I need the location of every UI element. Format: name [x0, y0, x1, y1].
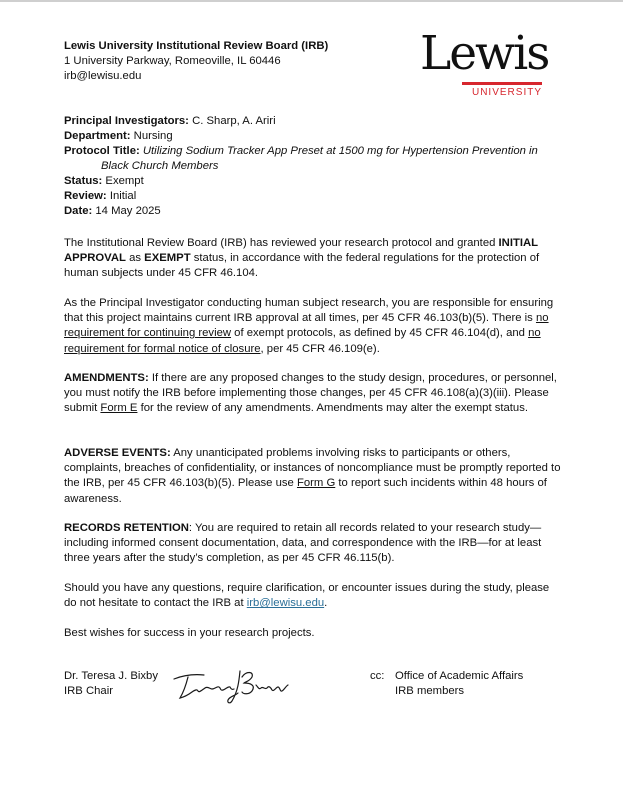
review-value: Initial	[106, 190, 137, 202]
review-row	[64, 189, 564, 204]
pi-label: Principal Investigators:	[64, 115, 189, 127]
top-divider	[0, 0, 623, 2]
form-e-link[interactable]: Form E	[100, 402, 138, 415]
logo-subtitle: UNIVERSITY	[471, 87, 542, 98]
responsibility-paragraph: As the Principal Investigator conducting human subject research, you are responsible for ensuring that this project maintains current IRB approval at all times, per 45 CFR 46.103(b)(5). There is no requirement for continuing review of exempt protocols, as defined by 45 CFR 46.104(d), and no requirement for formal notice of closure, per 45 CFR 46.109(e).	[64, 297, 554, 355]
letterhead	[64, 39, 328, 84]
department-row	[64, 129, 564, 144]
cc-label: cc:	[370, 670, 385, 682]
amendments-paragraph: AMENDMENTS: If there are any proposed changes to the study design, procedures, or personnel, you must notify the IRB before implementing those changes, per 45 CFR 46.108(a)(3)(iii). Please submit Form E for the review of any amendments. Amendments may alter the exempt status.	[64, 372, 557, 415]
no-closure-notice-text: no requirement for formal notice of closure	[64, 327, 541, 355]
date-row	[64, 204, 564, 219]
adverse-events-heading: ADVERSE EVENTS:	[64, 447, 171, 459]
pi-value: C. Sharp, A. Ariri	[188, 115, 276, 127]
cc-block	[370, 669, 523, 699]
org-address: 1 University Parkway, Romeoville, IL 60446	[64, 55, 281, 67]
logo-wordmark: Lewis	[420, 26, 549, 81]
department-label: Department:	[64, 130, 131, 142]
review-label: Review:	[64, 190, 107, 202]
exempt-text: EXEMPT	[144, 252, 191, 265]
protocol-title-row	[64, 144, 564, 174]
amendments-heading: AMENDMENTS:	[64, 372, 149, 384]
lewis-university-logo	[420, 26, 549, 102]
cc-line-1	[370, 669, 523, 684]
protocol-details	[64, 114, 564, 219]
signer-role: IRB Chair	[64, 685, 113, 697]
contact-paragraph: Should you have any questions, require clarification, or encounter issues during the study, please do not hesitate to contact the IRB at irb@lewisu.edu.	[64, 582, 550, 610]
initial-approval-text: INITIAL APPROVAL	[64, 237, 538, 265]
org-name: Lewis University Institutional Review Board (IRB)	[64, 40, 329, 52]
records-retention-paragraph: RECORDS RETENTION: You are required to retain all records related to your research study—including informed consent documentation, data, and correspondence with the IRB—for at least three years after the study’s completion, as per 45 CFR 46.115(b).	[64, 522, 542, 565]
irb-email-link[interactable]: irb@lewisu.edu	[246, 597, 325, 610]
status-row	[64, 174, 564, 189]
org-email: irb@lewisu.edu	[64, 70, 142, 82]
protocol-title-label: Protocol Title:	[64, 145, 140, 157]
date-value: 14 May 2025	[92, 205, 161, 217]
no-continuing-review-text: no requirement for continuing review	[64, 312, 549, 340]
signer-name: Dr. Teresa J. Bixby	[64, 670, 158, 682]
status-label: Status:	[64, 175, 103, 187]
records-retention-heading: RECORDS RETENTION	[64, 522, 189, 534]
signature-block	[64, 669, 158, 699]
approval-paragraph: The Institutional Review Board (IRB) has reviewed your research protocol and granted INITIAL APPROVAL as EXEMPT status, in accordance with the federal regulations for the protection of human subjects under 45 CFR 46.104.	[64, 237, 540, 280]
adverse-events-paragraph: ADVERSE EVENTS: Any unanticipated problems involving risks to participants or others, complaints, breaches of confidentiality, or instances of noncompliance must be promptly reported to the IRB, per 45 CFR 46.103(b)(5). Please use Form G to report such incidents within 48 hours of awareness.	[64, 447, 561, 505]
status-value: Exempt	[102, 175, 144, 187]
cc-recipient-academic-affairs: Office of Academic Affairs	[395, 670, 524, 682]
protocol-title-value: Utilizing Sodium Tracker App Preset at 1500 mg for Hypertension Prevention in Black Church Members	[101, 145, 538, 172]
date-label: Date:	[64, 205, 93, 217]
form-g-link[interactable]: Form G	[296, 477, 336, 490]
handwritten-signature	[170, 665, 290, 707]
pi-row	[64, 114, 564, 129]
department-value: Nursing	[130, 130, 173, 142]
logo-accent-bar	[462, 82, 542, 85]
cc-recipient-irb-members: IRB members	[395, 685, 465, 697]
closing-paragraph: Best wishes for success in your research projects.	[64, 627, 315, 639]
